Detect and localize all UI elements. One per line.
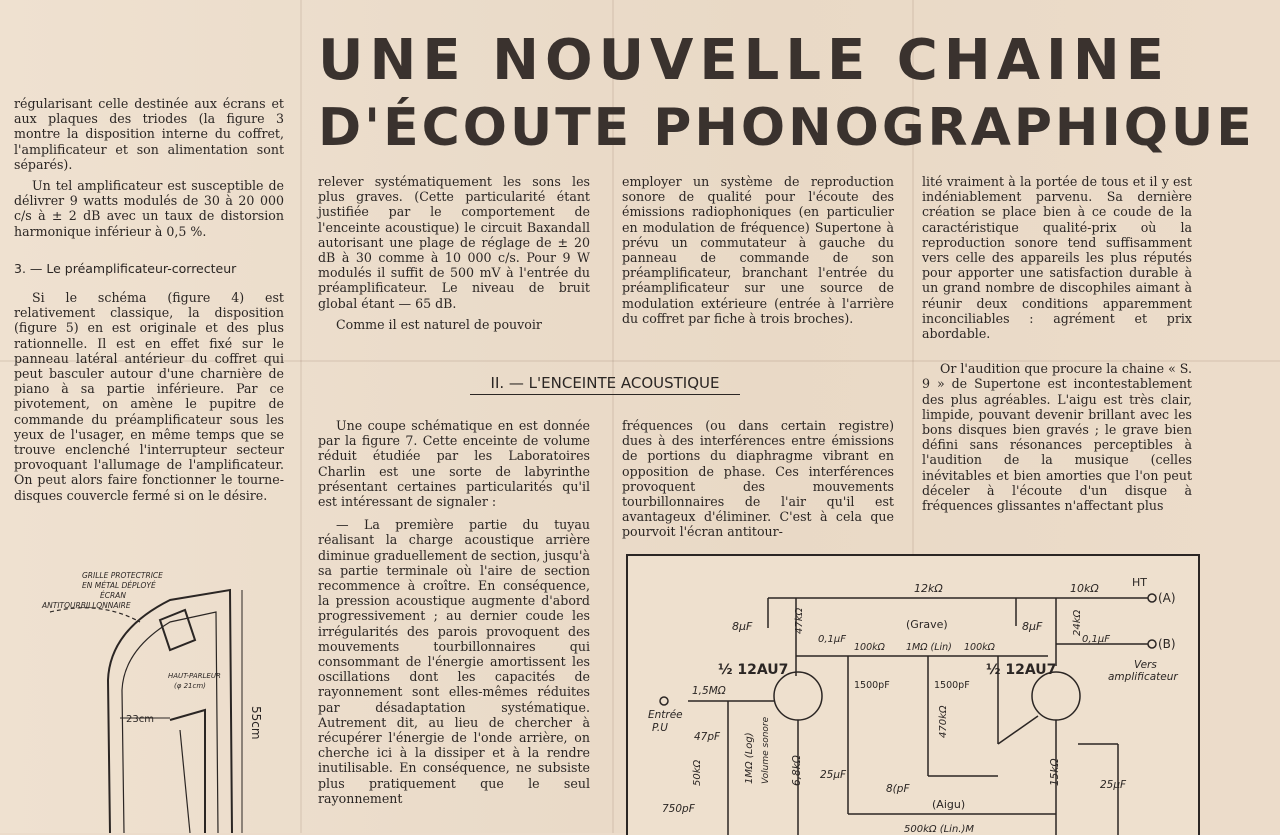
control-label: (Aigu) bbox=[932, 798, 966, 811]
tube-1 bbox=[774, 672, 822, 720]
label: ANTITOURBILLONNAIRE bbox=[42, 601, 131, 610]
component-label: 24kΩ bbox=[1072, 609, 1083, 636]
enclosure-diagram bbox=[20, 560, 290, 833]
component-label: 6,8kΩ bbox=[791, 755, 803, 786]
column-2-bottom bbox=[318, 418, 590, 806]
paragraph: Un tel amplificateur est susceptible de délivrer 9 watts modulés de 30 à 20 000 c/s à ± 2 dB avec un taux de distorsion harmonique inférieur à 0,5 %. bbox=[14, 178, 284, 239]
paragraph: Comme il est naturel de pouvoir bbox=[336, 316, 542, 332]
terminal-label: (B) bbox=[1158, 637, 1176, 651]
component-label: 12kΩ bbox=[914, 582, 943, 595]
section-heading: II. — L'ENCEINTE ACOUSTIQUE bbox=[470, 374, 740, 395]
component-label: 1MΩ (Lin) bbox=[906, 642, 952, 653]
component-label: 500kΩ (Lin.)M bbox=[904, 824, 974, 835]
component-label: Volume sonore bbox=[761, 716, 771, 784]
component-label: 15kΩ bbox=[1049, 758, 1061, 786]
ht-terminal bbox=[1148, 594, 1156, 602]
component-label: 50kΩ bbox=[692, 759, 703, 786]
page-fold bbox=[300, 0, 302, 833]
paragraph: régularisant celle destinée aux écrans et aux plaques des triodes (la figure 3 montre la disposition interne du coffret, l'amplificateur et son alimentation sont séparés). bbox=[14, 96, 284, 172]
tube-label: ½ 12AU7 bbox=[718, 662, 789, 678]
component-label: 1,5MΩ bbox=[692, 685, 726, 697]
component-label: 47pF bbox=[694, 731, 721, 743]
column-3-top bbox=[622, 174, 894, 326]
component-label: 470kΩ bbox=[938, 705, 949, 738]
component-label: 1MΩ (Log) bbox=[744, 732, 755, 784]
dimension-label: 23cm bbox=[126, 714, 154, 725]
component-label: 8µF bbox=[732, 620, 753, 633]
wire bbox=[998, 716, 1038, 744]
component-label: 47kΩ bbox=[794, 607, 805, 634]
dimension-label: 55cm bbox=[249, 706, 263, 740]
component-label: 1500pF bbox=[854, 680, 890, 691]
tube-label: ½ 12AU7 bbox=[986, 662, 1057, 678]
control-label: (Grave) bbox=[906, 618, 948, 631]
component-label: 100kΩ bbox=[854, 642, 885, 653]
column-3-bottom bbox=[622, 418, 894, 540]
circuit-schematic bbox=[626, 554, 1200, 835]
paragraph: — La première partie du tuyau réalisant la charge acoustique arrière diminue graduellement de section, jusqu'à sa partie terminale où l'aire de section recommence à croître. En conséquence, la pression acoustique augmente d'abord progressivement ; au dernier coude les irrégularités des parois provoquent des mouvements tourbillonnaires qui consommant de l'énergie amortissent les oscillations dont les capacités de rayonnement sont elles-mêmes réduites par désadaptation systématique. Autrement dit, au lieu de chercher à récupérer l'énergie de l'onde arrière, on cherche ici à la dissiper et à la rendre inutilisable. En conséquence, ne subsiste plus pratiquement que le seul rayonnement bbox=[318, 517, 590, 806]
label: GRILLE PROTECTRICE bbox=[82, 571, 163, 580]
component-label: 25µF bbox=[820, 769, 847, 781]
input-label: Entrée bbox=[648, 709, 683, 721]
paragraph: Or l'audition que procure la chaine « S. 9 » de Supertone est incontestablement des plus agréables. L'aigu est très clair, limpide, pouvant devenir brillant avec les bons disques bien gravés ; le grave bien défini sans résonances perceptibles à l'audition de la musique (celles inévitables et bien amorties que l'on peut déceler à l'écoute d'un disque à fréquences glissantes n'affectant plus bbox=[922, 361, 1192, 514]
output-label: Vers bbox=[1134, 659, 1157, 671]
subheading: 3. — Le préamplificateur-correcteur bbox=[14, 260, 237, 276]
paragraph: employer un système de reproduction sonore de qualité pour l'écoute des émissions radiophoniques (en particulier en modulation de fréquence) Supertone à prévu un commutateur à gauche du panneau de commande de son préamplificateur, branchant l'entrée du préamplificateur sur une source de modulation extérieure (entrée à l'arrière du coffret par fiche à trois broches). bbox=[622, 174, 894, 326]
paragraph: relever systématiquement les sons les plus graves. (Cette particularité étant justifiée par le comportement de l'enceinte acoustique) le circuit Baxandall autorisant une plage de réglage de ± 20 dB à 30 comme à 10 000 c/s. Pour 9 W modulés il suffit de 500 mV à l'entrée du préamplificateur. Le niveau de bruit global étant — 65 dB. bbox=[318, 174, 590, 311]
label: HAUT-PARLEUR bbox=[168, 672, 221, 680]
enclosure-outline bbox=[108, 590, 232, 833]
baffle-inner bbox=[180, 730, 190, 833]
component-label: 0,1µF bbox=[1082, 634, 1111, 645]
label: (φ 21cm) bbox=[174, 682, 206, 690]
component-label: 25µF bbox=[1100, 779, 1127, 791]
paragraph: lité vraiment à la portée de tous et il y est indéniablement parvenu. Sa dernière création se place bien à ce coude de la caractéristique qualité-prix où la reproduction sonore tend suffisamment vers celle des appareils les plus réputés pour apporter une satisfaction durable à un grand nombre de discophiles aimant à réunir deux conditions apparemment inconciliables : agrément et prix abordable. bbox=[922, 174, 1192, 342]
speaker bbox=[160, 610, 195, 650]
column-1 bbox=[14, 96, 284, 503]
component-label: 100kΩ bbox=[964, 642, 995, 653]
paragraph: Une coupe schématique en est donnée par la figure 7. Cette enceinte de volume réduit étudiée par les Laboratoires Charlin est une sorte de labyrinthe présentant certaines particularités qu'il est intéressant de signaler : bbox=[318, 418, 590, 510]
output-label: amplificateur bbox=[1108, 671, 1178, 683]
input-terminal bbox=[660, 697, 668, 705]
component-label: 10kΩ bbox=[1070, 582, 1099, 595]
headline-line-2: D'ÉCOUTE PHONOGRAPHIQUE bbox=[318, 98, 1255, 158]
baffle bbox=[170, 710, 205, 833]
headline-line-1: UNE NOUVELLE CHAINE bbox=[318, 28, 1171, 93]
label: EN MÉTAL DÉPLOYÉ bbox=[82, 581, 156, 590]
column-4-top bbox=[922, 174, 1192, 513]
paragraph: Si le schéma (figure 4) est relativement classique, la disposition (figure 5) en est originale et des plus rationnelle. Il est en effet fixé sur le panneau latéral antérieur du coffret qui peut basculer autour d'une charnière de piano à sa partie inférieure. Par ce pivotement, on amène le pupitre de commande du préamplificateur sous les yeux de l'usager, en même temps que se trouve enclenché l'interrupteur secteur provoquant l'allumage de l'amplificateur. On peut alors faire fonctionner le tourne-disques couvercle fermé si on le désire. bbox=[14, 290, 284, 503]
label: ÉCRAN bbox=[100, 591, 126, 600]
tube-2 bbox=[1032, 672, 1080, 720]
component-label: 750pF bbox=[662, 803, 695, 815]
paragraph: fréquences (ou dans certain registre) dues à des interférences entre émissions de portions du diaphragme vibrant en opposition de phase. Ces interférences provoquent des mouvements tourbillonnaires de l'air qu'il est avantageux d'éliminer. C'est à cela que pourvoit l'écran antitour- bbox=[622, 418, 894, 540]
component-label: 8(pF bbox=[886, 783, 910, 795]
input-label: P.U bbox=[652, 722, 668, 734]
component-label: 8µF bbox=[1022, 620, 1043, 633]
terminal-label: HT bbox=[1132, 576, 1147, 589]
output-terminal bbox=[1148, 640, 1156, 648]
terminal-label: (A) bbox=[1158, 591, 1176, 605]
component-label: 0,1µF bbox=[818, 634, 847, 645]
column-2-top bbox=[318, 174, 590, 332]
component-label: 1500pF bbox=[934, 680, 970, 691]
